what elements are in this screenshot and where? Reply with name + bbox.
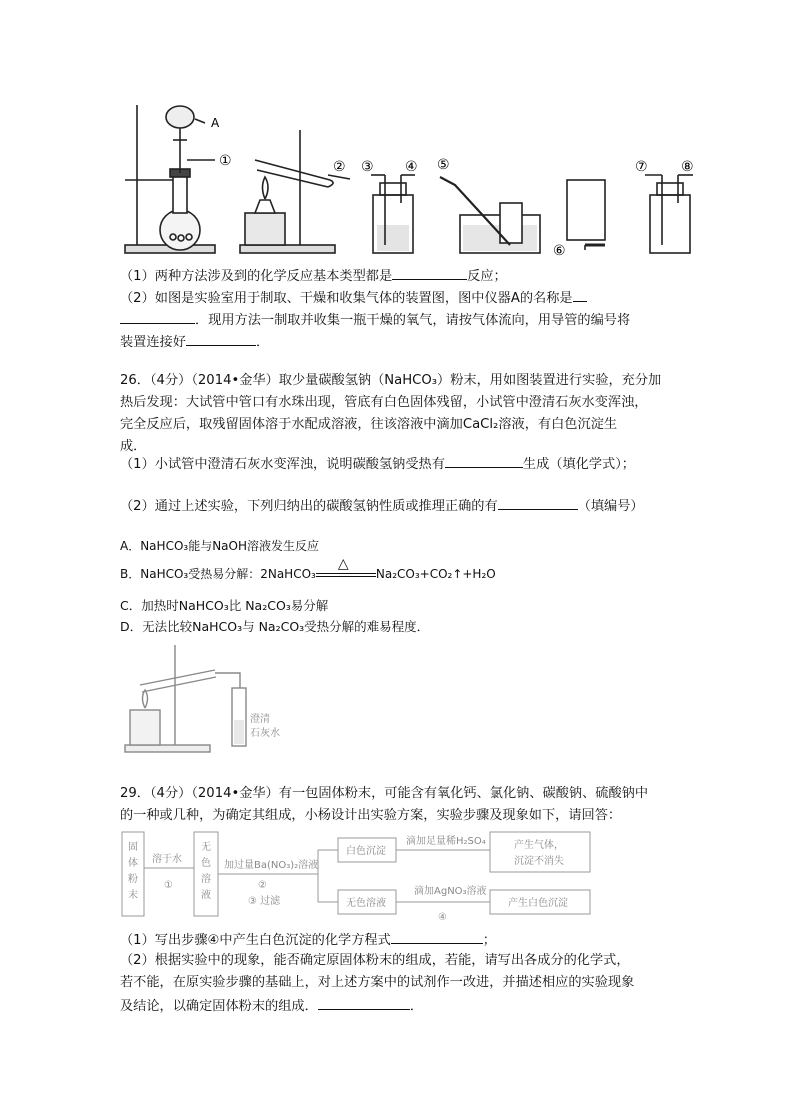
tube-6: ⑥	[553, 243, 566, 259]
q29-blank-2[interactable]	[318, 995, 410, 1010]
q26-heating-figure	[120, 640, 300, 760]
box-filtrate: 无色溶液	[346, 898, 386, 909]
box-solid-1: 固	[128, 842, 138, 853]
box-solid-4: 末	[128, 890, 138, 901]
q25-part2-line3: 装置连接好 ．	[120, 331, 269, 353]
step2-label: 加过量Ba(NO₃)₂溶液	[224, 860, 319, 871]
step1-num: ①	[164, 880, 173, 891]
q25-part2-line2: ．现用方法一制取并收集一瓶干燥的氧气，请按气体流向，用导管的编号将	[120, 309, 630, 331]
box-solution-2: 色	[201, 858, 211, 869]
box-solid-2: 体	[128, 858, 138, 869]
box-precipitate: 白色沉淀	[346, 846, 386, 857]
q26-intro-1: 26．（4分）（2014•金华）取少量碳酸氢钠（NaHCO₃）粉末，用如图装置进行实验，充分加	[120, 373, 662, 388]
step4-num: ④	[438, 912, 447, 923]
q29-part1: （1）写出步骤④中产生白色沉淀的化学方程式 ；	[120, 929, 496, 951]
label-A: A	[211, 116, 220, 130]
q29-part2-line3: 及结论，以确定固体粉末的组成． ．	[120, 995, 423, 1017]
q25-blank-2b[interactable]	[120, 309, 195, 324]
q29-part2-line1: （2）根据实验中的现象，能否确定原固体粉末的组成，若能，请写出各成分的化学式，	[120, 953, 630, 968]
tube-1: ①	[219, 153, 232, 169]
box-solid-3: 粉	[128, 874, 138, 885]
q29-part2-line2: 若不能，在原实验步骤的基础上，对上述方案中的试剂作一改进，并描述相应的实验现象	[120, 975, 635, 990]
q25-blank-1[interactable]	[392, 265, 467, 280]
box-result1-line2: 沉淀不消失	[514, 856, 564, 867]
q26-blank-2[interactable]	[498, 495, 578, 510]
q29-blank-1[interactable]	[391, 929, 483, 944]
tube-2: ②	[333, 159, 346, 175]
limewater-label-1: 澄清	[250, 714, 270, 725]
q25-part1: （1）两种方法涉及到的化学反应基本类型都是 反应；	[120, 265, 507, 287]
step3-label: ③ 过滤	[248, 896, 281, 907]
q26-part1: （1）小试管中澄清石灰水变浑浊，说明碳酸氢钠受热有 生成（填化学式）；	[120, 453, 635, 475]
step1-label: 溶于水	[152, 854, 182, 865]
tube-8: ⑧	[681, 159, 694, 175]
q26-intro-3: 完全反应后，取残留固体溶于水配成溶液，往该溶液中滴加CaCl₂溶液，有白色沉淀生	[120, 417, 618, 432]
q25-blank-2a[interactable]	[573, 287, 587, 302]
q26-blank-1[interactable]	[445, 453, 523, 468]
box-result2: 产生白色沉淀	[508, 898, 568, 909]
q26-intro-4: 成．	[120, 439, 147, 454]
gas-apparatus-figure	[115, 95, 715, 265]
equation-double-line	[316, 573, 376, 577]
tube-5: ⑤	[437, 157, 450, 173]
step2-num: ②	[258, 880, 267, 891]
tube-4: ④	[405, 159, 418, 175]
q26-part2: （2）通过上述实验，下列归纳出的碳酸氢钠性质或推理正确的有 （填编号）	[120, 495, 644, 517]
q25-part2-line1: （2）如图是实验室用于制取、干燥和收集气体的装置图，图中仪器A的名称是	[120, 287, 587, 309]
box-solution-3: 溶	[201, 874, 211, 885]
heat-triangle: △	[337, 555, 349, 572]
q26-option-a: A．NaHCO₃能与NaOH溶液发生反应	[120, 539, 319, 553]
q26-option-b: B．NaHCO₃受热易分解：2NaHCO₃ △ Na₂CO₃+CO₂↑+H₂O	[120, 555, 496, 581]
q29-flowchart	[118, 828, 618, 926]
q26-option-d: D．无法比较NaHCO₃与 Na₂CO₃受热分解的难易程度．	[120, 619, 430, 634]
q26-option-c: C．加热时NaHCO₃比 Na₂CO₃易分解	[120, 598, 329, 613]
tube-7: ⑦	[635, 159, 648, 175]
limewater-label-2: 石灰水	[250, 728, 280, 739]
step-acid-label: 滴加足量稀H₂SO₄	[406, 836, 486, 847]
tube-3: ③	[361, 159, 374, 175]
q29-intro-2: 的一种或几种，为确定其组成，小杨设计出实验方案，实验步骤及现象如下，请回答：	[120, 808, 622, 823]
q29-intro-1: 29．（4分）（2014•金华）有一包固体粉末，可能含有氧化钙、氯化钠、碳酸钠、硫酸钠中	[120, 786, 649, 801]
q26-intro-2: 热后发现：大试管中管口有水珠出现，管底有白色固体残留，小试管中澄清石灰水变浑浊，	[120, 395, 648, 410]
box-solution-4: 液	[201, 890, 211, 901]
box-result1-line1: 产生气体，	[514, 840, 564, 851]
step4-label: 滴加AgNO₃溶液	[414, 886, 487, 897]
q25-blank-3[interactable]	[186, 331, 256, 346]
box-solution-1: 无	[201, 842, 211, 853]
